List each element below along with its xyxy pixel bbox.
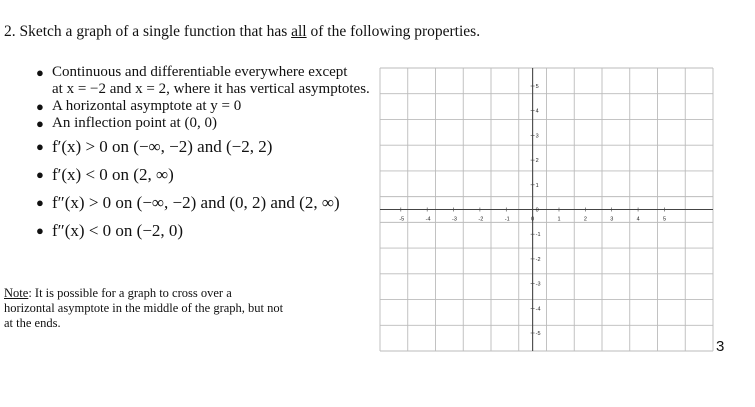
note-block [4,286,284,331]
property-text: An inflection point at (0, 0) [52,115,217,131]
x-tick-label: -5 [399,216,405,223]
x-tick-label: -1 [504,216,510,223]
bullet-icon: ● [36,139,44,154]
property-text: Continuous and differentiable everywhere except [52,64,348,80]
property-item [36,98,370,115]
property-math: f″(x) > 0 on (−∞, −2) and (0, 2) and (2, ∞) [52,193,340,212]
property-item [36,166,370,185]
y-tick-label: 1 [535,182,539,189]
property-math: f′(x) < 0 on (2, ∞) [52,165,174,184]
x-tick-label: 2 [583,216,587,223]
title-text-end: of the following properties. [306,23,481,40]
y-tick-label: 0 [535,207,539,214]
y-tick-label: -1 [535,232,541,239]
bullet-icon: ● [36,65,44,80]
x-tick-label: 1 [557,216,561,223]
page-number: 3 [716,338,725,355]
property-item [36,138,370,157]
y-tick-label: -4 [535,306,541,313]
title-emphasis: all [291,23,307,40]
x-tick-label: -3 [452,216,457,223]
property-math: f″(x) < 0 on (−2, 0) [52,221,184,240]
y-tick-label: 3 [535,133,539,140]
bullet-icon: ● [36,116,44,131]
coordinate-grid [379,67,714,352]
y-axis-labels [536,84,541,337]
problem-number: 2. [4,23,16,40]
x-tick-label: 5 [662,216,666,223]
property-text-continued: at x = −2 and x = 2, where it has vertical asymptotes. [52,81,370,97]
note-label: Note [4,286,29,300]
y-tick-label: -5 [535,330,541,337]
property-item [36,194,370,213]
y-tick-label: 5 [535,84,539,91]
y-tick-label: 4 [535,108,539,115]
properties-list [36,64,370,241]
x-tick-label: -4 [425,216,431,223]
bullet-icon: ● [36,223,44,238]
y-tick-label: 2 [535,158,539,165]
y-tick-label: -3 [535,281,541,288]
bullet-icon: ● [36,195,44,210]
property-item [36,222,370,241]
property-math: f′(x) > 0 on (−∞, −2) and (−2, 2) [52,137,273,156]
x-tick-label: 4 [636,216,640,223]
property-text: A horizontal asymptote at y = 0 [52,98,242,114]
property-item [36,64,370,98]
y-tick-label: -2 [535,256,541,263]
bullet-icon: ● [36,99,44,114]
title-text-start: Sketch a graph of a single function that has [19,23,292,40]
x-axis-labels [399,217,666,223]
property-item [36,115,370,132]
x-tick-label: 0 [531,216,535,223]
x-tick-label: -2 [478,216,484,223]
bullet-icon: ● [36,167,44,182]
note-text: : It is possible for a graph to cross over a horizontal asymptote in the middle of the graph, but not at the ends. [4,286,284,330]
problem-title [4,23,480,41]
x-tick-label: 3 [610,216,614,223]
